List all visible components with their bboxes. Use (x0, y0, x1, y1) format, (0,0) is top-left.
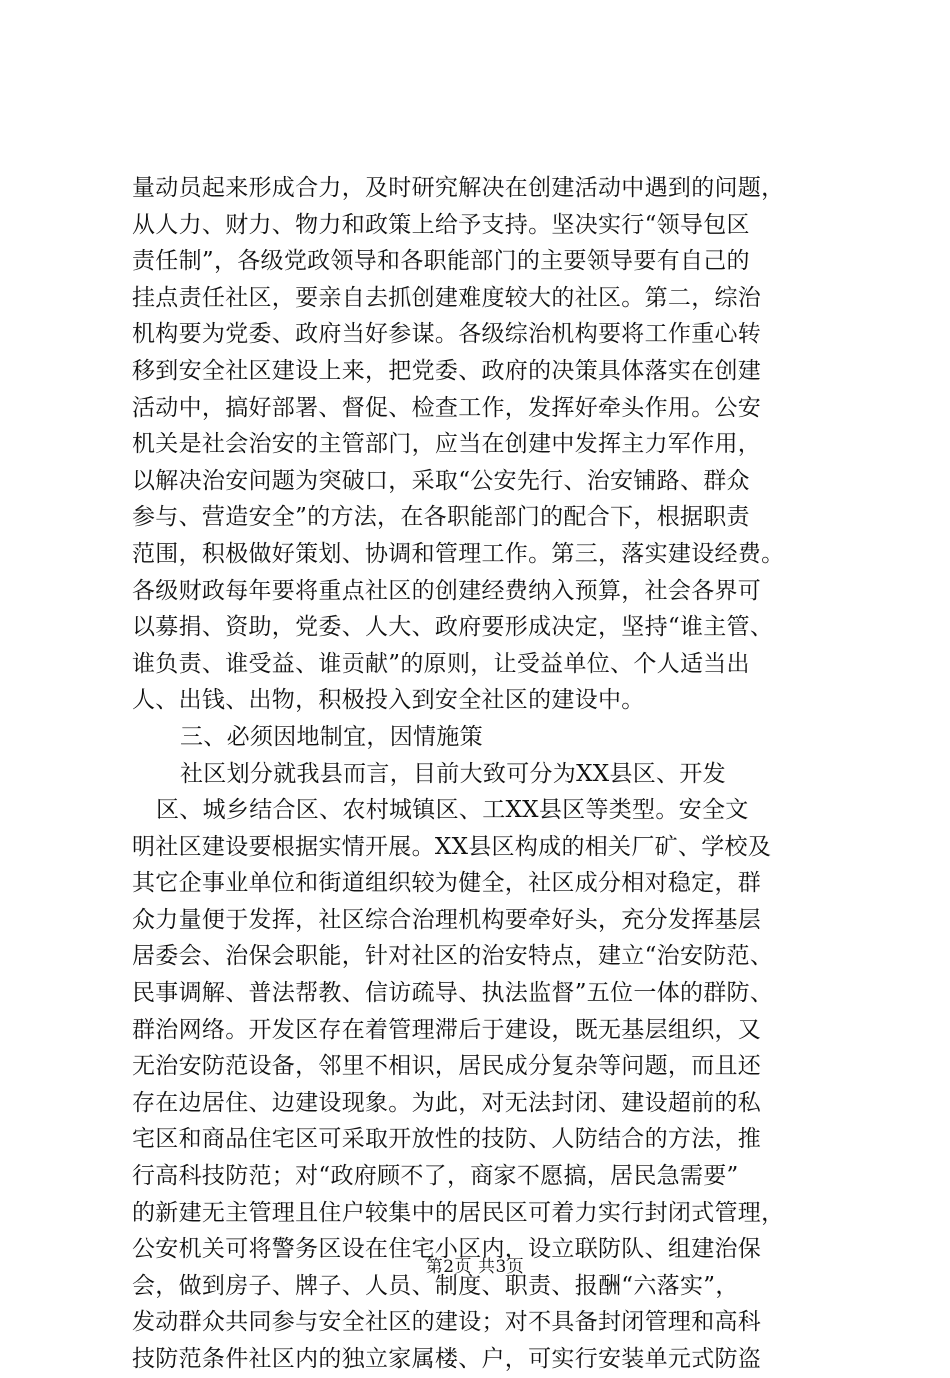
text-line: 会，做到房子、牌子、人员、制度、职责、报酬“六落实”， (132, 1272, 739, 1299)
text-line: 其它企事业单位和街道组织较为健全，社区成分相对稳定，群 (132, 870, 762, 897)
text-line: 从人力、财力、物力和政策上给予支持。坚决实行“领导包区 (132, 211, 750, 238)
section-heading: 三、必须因地制宜，因情施策 (180, 723, 483, 750)
text-line: 社区划分就我县而言，目前大致可分为XX县区、开发 (180, 760, 726, 787)
text-line: 责任制”，各级党政领导和各职能部门的主要领导要有自己的 (132, 248, 750, 275)
text-line: 区、城乡结合区、农村城镇区、工XX县区等类型。安全文 (156, 797, 749, 824)
text-line: 挂点责任社区，要亲自去抓创建难度较大的社区。第二，综治 (132, 284, 762, 311)
text-line: 各级财政每年要将重点社区的创建经费纳入预算，社会各界可 (132, 577, 762, 604)
page-number-footer: 第2页 共3页 (425, 1257, 525, 1277)
text-line: 存在边居住、边建设现象。为此，对无法封闭、建设超前的私 (132, 1089, 762, 1116)
text-line: 行高科技防范；对“政府顾不了，商家不愿搞，居民急需要” (132, 1163, 739, 1190)
text-line: 居委会、治保会职能，针对社区的治安特点，建立“治安防范、 (132, 943, 774, 970)
text-line: 宅区和商品住宅区可采取开放性的技防、人防结合的方法，推 (132, 1126, 762, 1153)
text-line: 民事调解、普法帮教、信访疏导、执法监督”五位一体的群防、 (132, 980, 774, 1007)
text-line: 以募捐、资助，党委、人大、政府要形成决定，坚持“谁主管、 (132, 614, 774, 641)
text-line: 活动中，搞好部署、督促、检查工作，发挥好牵头作用。公安 (132, 394, 762, 421)
text-line: 的新建无主管理且住户较集中的居民区可着力实行封闭式管理， (132, 1199, 785, 1226)
text-line: 移到安全社区建设上来，把党委、政府的决策具体落实在创建 (132, 357, 762, 384)
text-line: 技防范条件社区内的独立家属楼、户，可实行安装单元式防盗 (132, 1346, 762, 1372)
text-line: 发动群众共同参与安全社区的建设；对不具备封闭管理和高科 (132, 1309, 762, 1336)
text-line: 谁负责、谁受益、谁贡献”的原则，让受益单位、个人适当出 (132, 650, 750, 677)
text-line: 众力量便于发挥，社区综合治理机构要牵好头，充分发挥基层 (132, 906, 762, 933)
text-line: 公安机关可将警务区设在住宅小区内，设立联防队、组建治保 (132, 1236, 762, 1263)
text-line: 人、出钱、出物，积极投入到安全社区的建设中。 (132, 687, 645, 714)
body-text (132, 170, 844, 1378)
text-line: 范围，积极做好策划、协调和管理工作。第三，落实建设经费。 (132, 540, 785, 567)
text-line: 量动员起来形成合力，及时研究解决在创建活动中遇到的问题， (132, 175, 785, 201)
text-line: 无治安防范设备，邻里不相识，居民成分复杂等问题，而且还 (132, 1053, 762, 1080)
text-line: 群治网络。开发区存在着管理滞后于建设，既无基层组织，又 (132, 1016, 762, 1043)
text-line: 机关是社会治安的主管部门，应当在创建中发挥主力军作用， (132, 431, 762, 458)
text-line: 明社区建设要根据实情开展。XX县区构成的相关厂矿、学校及 (132, 833, 772, 860)
text-line: 参与、营造安全”的方法，在各职能部门的配合下，根据职责 (132, 504, 750, 531)
text-line: 机构要为党委、政府当好参谋。各级综治机构要将工作重心转 (132, 321, 762, 348)
text-line: 以解决治安问题为突破口，采取“公安先行、治安铺路、群众 (132, 467, 750, 494)
